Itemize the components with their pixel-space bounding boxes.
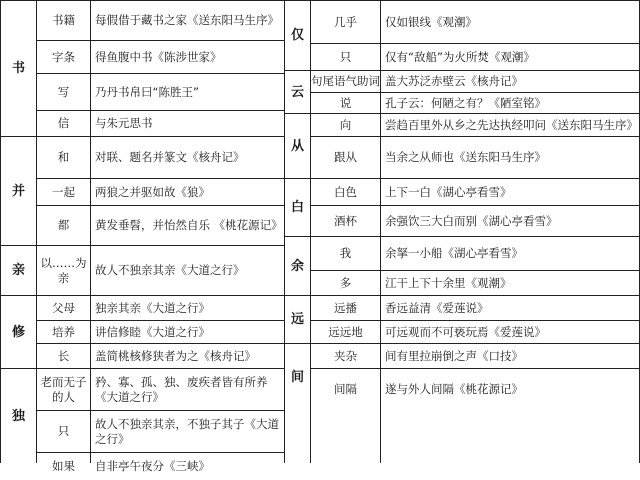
right-example-text: 遂与外人间隔《桃花源记》	[385, 382, 523, 396]
right-headword-0: 仅	[290, 28, 304, 43]
right-meaning-label: 白色	[334, 184, 357, 199]
right-example-text: 当余之从师也《送东阳马生序》	[385, 150, 546, 164]
grid-line	[36, 40, 284, 41]
grid-line	[36, 178, 284, 179]
left-example-text: 对联、题名并篆文《核舟记》	[95, 150, 245, 164]
left-example-text: 两狼之并驱如故《狼》	[95, 184, 210, 199]
left-example-text: 黄发垂髫，并怡然自乐 《桃花源记》	[95, 218, 283, 232]
right-meaning-label: 句尾语气助词	[311, 74, 380, 88]
grid-line	[36, 0, 37, 463]
left-example-text: 自非亭午夜分《三峡》	[95, 459, 210, 473]
right-meaning-label: 间隔	[334, 382, 357, 396]
right-example-text: 间有里拉崩倒之声《口技》	[385, 348, 523, 363]
grid-line	[0, 0, 1, 463]
grid-line	[36, 410, 284, 411]
grid-line	[310, 270, 640, 271]
grid-line	[0, 0, 640, 1]
grid-line	[310, 43, 640, 44]
left-headword-1: 并	[11, 183, 25, 199]
left-meaning-label: 如果	[52, 459, 75, 473]
right-headword-3: 白	[290, 200, 304, 215]
grid-line	[310, 205, 640, 206]
left-example-text: 故人不独亲其亲《大道之行》	[95, 263, 245, 277]
grid-line	[36, 110, 284, 111]
left-meaning-label: 写	[57, 84, 70, 99]
left-example-text: 与朱元思书	[95, 116, 153, 130]
left-meaning-label: 只	[57, 424, 70, 438]
right-headword-4: 余	[290, 258, 304, 274]
right-example-text: 尝趋百里外从乡之先达执经叩问《送东阳马生序》	[385, 117, 638, 132]
left-meaning-label: 都	[57, 218, 70, 232]
right-meaning-label: 说	[339, 95, 352, 110]
left-meaning-label: 字条	[52, 49, 75, 64]
right-example-text: 余拏一小船《湖心亭看雪》	[385, 246, 523, 260]
right-example-text: 上下一白《湖心亭看雪》	[385, 184, 512, 199]
right-headword-5: 远	[290, 312, 304, 327]
left-meaning-label: 一起	[52, 184, 75, 199]
left-meaning-label: 老而无子的人	[40, 374, 87, 404]
grid-line	[380, 0, 381, 463]
grid-line	[36, 320, 284, 321]
right-headword-1: 云	[290, 84, 304, 100]
right-meaning-label: 我	[339, 246, 352, 260]
grid-line	[36, 343, 284, 344]
right-example-text: 可远观而不可亵玩焉《爱莲说》	[385, 324, 546, 339]
right-headword-2: 从	[290, 138, 304, 154]
grid-line	[310, 368, 640, 369]
grid-line	[310, 92, 640, 93]
right-example-text: 盖大苏泛赤壁云《核舟记》	[385, 74, 523, 88]
right-meaning-label: 多	[339, 275, 352, 290]
grid-line	[36, 205, 284, 206]
left-meaning-label: 书籍	[52, 13, 75, 27]
left-example-text: 乃丹书帛曰“陈胜王”	[95, 84, 199, 99]
right-example-text: 仅如银线《观潮》	[385, 14, 477, 29]
left-meaning-label: 培养	[52, 324, 75, 339]
right-meaning-label: 夹杂	[334, 348, 357, 363]
grid-line	[36, 452, 284, 453]
left-meaning-label: 长	[57, 348, 70, 363]
left-example-text: 盖简桃核修狭者为之《核舟记》	[95, 348, 256, 363]
right-headword-6: 间	[290, 369, 304, 385]
left-headword-0: 书	[11, 61, 25, 76]
grid-line	[90, 0, 91, 463]
grid-line	[310, 320, 640, 321]
left-meaning-label: 以……为亲	[40, 255, 87, 285]
right-meaning-label: 远远地	[328, 324, 363, 339]
grid-line	[36, 73, 284, 74]
left-headword-3: 修	[11, 324, 25, 340]
left-meaning-label: 父母	[52, 300, 75, 315]
right-example-text: 孔子云：何陋之有？《陋室铭》	[385, 95, 546, 110]
grid-line	[310, 136, 640, 137]
right-meaning-label: 只	[339, 49, 352, 64]
left-example-text: 讲信修睦《大道之行》	[95, 324, 210, 339]
left-example-text: 矜、寡、孤、独、废疾者皆有所养《大道之行》	[95, 374, 268, 404]
right-meaning-label: 酒杯	[334, 213, 357, 228]
right-example-text: 仅有“敌船”为火所焚《观潮》	[385, 49, 535, 64]
left-example-text: 每假借于藏书之家《送东阳马生序》	[95, 13, 279, 27]
right-meaning-label: 向	[339, 117, 352, 132]
right-example-text: 余强饮三大白而别《湖心亭看雪》	[385, 213, 558, 228]
right-meaning-label: 几乎	[334, 14, 357, 29]
left-meaning-label: 信	[57, 116, 70, 130]
grid-line	[284, 0, 285, 463]
right-example-text: 香远益清《爱莲说》	[385, 300, 489, 315]
left-headword-2: 亲	[11, 263, 25, 278]
left-example-text: 独亲其亲《大道之行》	[95, 300, 210, 315]
left-example-text: 得鱼腹中书《陈涉世家》	[95, 49, 222, 64]
left-headword-4: 独	[11, 408, 25, 424]
left-example-text: 故人不独亲其亲，不独子其子《大道之行》	[95, 416, 279, 446]
right-meaning-label: 跟从	[334, 150, 357, 164]
right-meaning-label: 远播	[334, 300, 357, 315]
left-meaning-label: 和	[57, 150, 70, 164]
grid-line	[310, 0, 311, 463]
right-example-text: 江干上下十余里《观潮》	[385, 275, 512, 290]
